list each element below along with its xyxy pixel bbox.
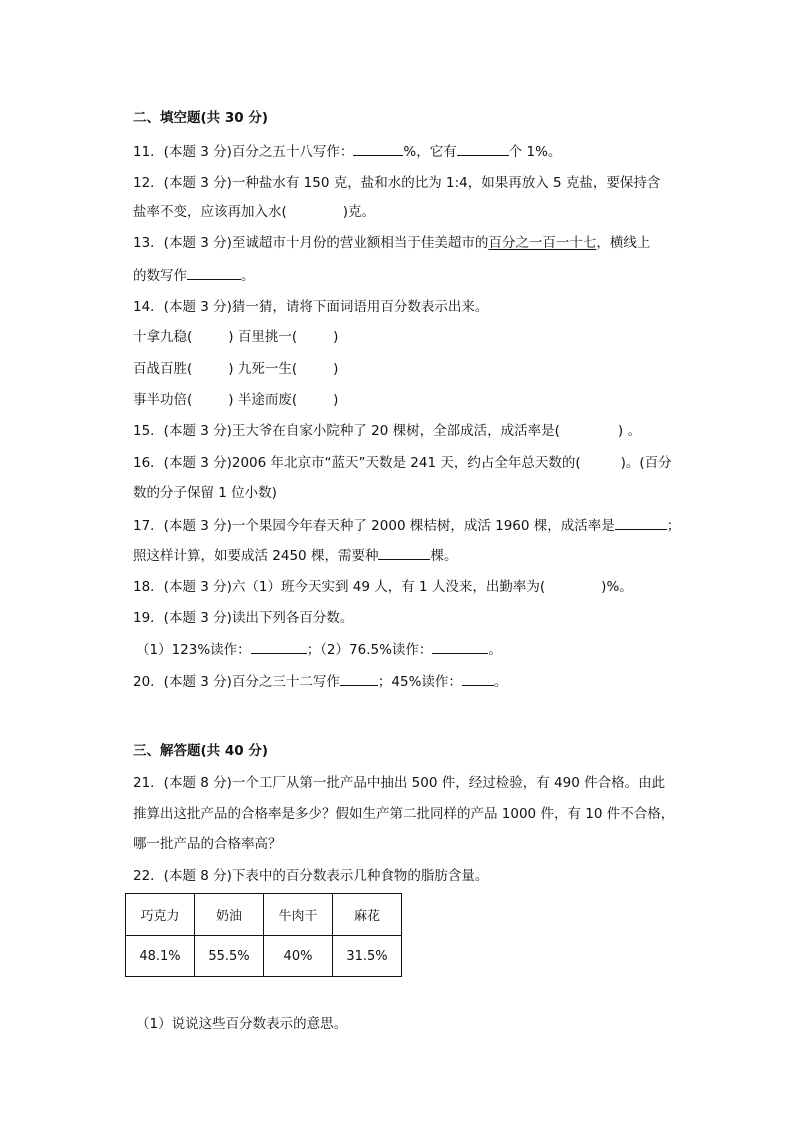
answer-blank[interactable] <box>251 641 307 654</box>
answer-blank[interactable] <box>462 673 494 686</box>
question-21-line-1: 21．(本题 8 分)一个工厂从第一批产品中抽出 500 件，经过检验，有 490 件合格。由此 <box>133 775 666 791</box>
table-header-cell: 巧克力 <box>126 894 195 936</box>
fat-content-table <box>125 893 402 977</box>
question-17-line-2: 照这样计算，如要成活 2450 棵，需要种 棵。 <box>133 548 458 564</box>
table-cell: 55.5% <box>195 936 264 977</box>
question-22-part-1: （1）说说这些百分数表示的意思。 <box>136 1016 348 1032</box>
table-header-row <box>126 894 402 936</box>
question-15: 15．(本题 3 分)王大爷在自家小院种了 20 棵树，全部成活，成活率是( ) 。 <box>133 423 641 439</box>
answer-blank[interactable] <box>353 143 403 156</box>
table-cell: 31.5% <box>333 936 402 977</box>
question-18: 18．(本题 3 分)六（1）班今天实到 49 人，有 1 人没来，出勤率为( )%。 <box>133 579 633 595</box>
section-2-heading: 二、填空题(共 30 分) <box>133 110 269 126</box>
answer-blank[interactable] <box>378 547 430 560</box>
question-19-parts: （1）123%读作： ；（2）76.5%读作： 。 <box>136 642 502 658</box>
underlined-number-words: 百分之一百一十七 <box>488 235 597 251</box>
answer-blank[interactable] <box>457 143 509 156</box>
answer-blank[interactable] <box>340 673 378 686</box>
table-row <box>126 936 402 977</box>
table-cell: 40% <box>264 936 333 977</box>
question-13-line-2: 的数写作 。 <box>133 268 255 284</box>
question-11: 11．(本题 3 分)百分之五十八写作： %，它有 个 1%。 <box>133 144 562 160</box>
answer-blank[interactable] <box>615 517 667 530</box>
answer-blank[interactable] <box>432 641 488 654</box>
question-14-row-1: 十拿九稳( ) 百里挑一( ) <box>133 329 339 345</box>
question-12-line-2: 盐率不变，应该再加入水( )克。 <box>133 204 376 220</box>
table-header-cell: 麻花 <box>333 894 402 936</box>
table-cell: 48.1% <box>126 936 195 977</box>
section-3-heading: 三、解答题(共 40 分) <box>133 743 269 759</box>
question-13-line-1: 13．(本题 3 分)至诚超市十月份的营业额相当于佳美超市的百分之一百一十七，横线上 <box>133 235 651 251</box>
answer-blank[interactable] <box>187 267 241 280</box>
table-header-cell: 牛肉干 <box>264 894 333 936</box>
question-22-stem: 22．(本题 8 分)下表中的百分数表示几种食物的脂肪含量。 <box>133 868 489 884</box>
question-21-line-2: 推算出这批产品的合格率是多少？假如生产第二批同样的产品 1000 件，有 10 件不合格， <box>133 806 675 822</box>
question-14-stem: 14．(本题 3 分)猜一猜，请将下面词语用百分数表示出来。 <box>133 299 489 315</box>
question-16-line-2: 数的分子保留 1 位小数) <box>133 485 277 501</box>
question-14-row-2: 百战百胜( ) 九死一生( ) <box>133 361 339 377</box>
question-17-line-1: 17．(本题 3 分)一个果园今年春天种了 2000 棵桔树，成活 1960 棵，成活率是 ； <box>133 518 681 534</box>
question-14-row-3: 事半功倍( ) 半途而废( ) <box>133 392 339 408</box>
question-16-line-1: 16．(本题 3 分)2006 年北京市“蓝天”天数是 241 天，约占全年总天数的( )。(百分 <box>133 455 672 471</box>
question-21-line-3: 哪一批产品的合格率高？ <box>133 836 282 852</box>
question-12-line-1: 12．(本题 3 分)一种盐水有 150 克，盐和水的比为 1:4，如果再放入 5 克盐，要保持含 <box>133 175 661 191</box>
question-20: 20．(本题 3 分)百分之三十二写作 ；45%读作： 。 <box>133 674 508 690</box>
table-header-cell: 奶油 <box>195 894 264 936</box>
question-19-stem: 19．(本题 3 分)读出下列各百分数。 <box>133 610 354 626</box>
